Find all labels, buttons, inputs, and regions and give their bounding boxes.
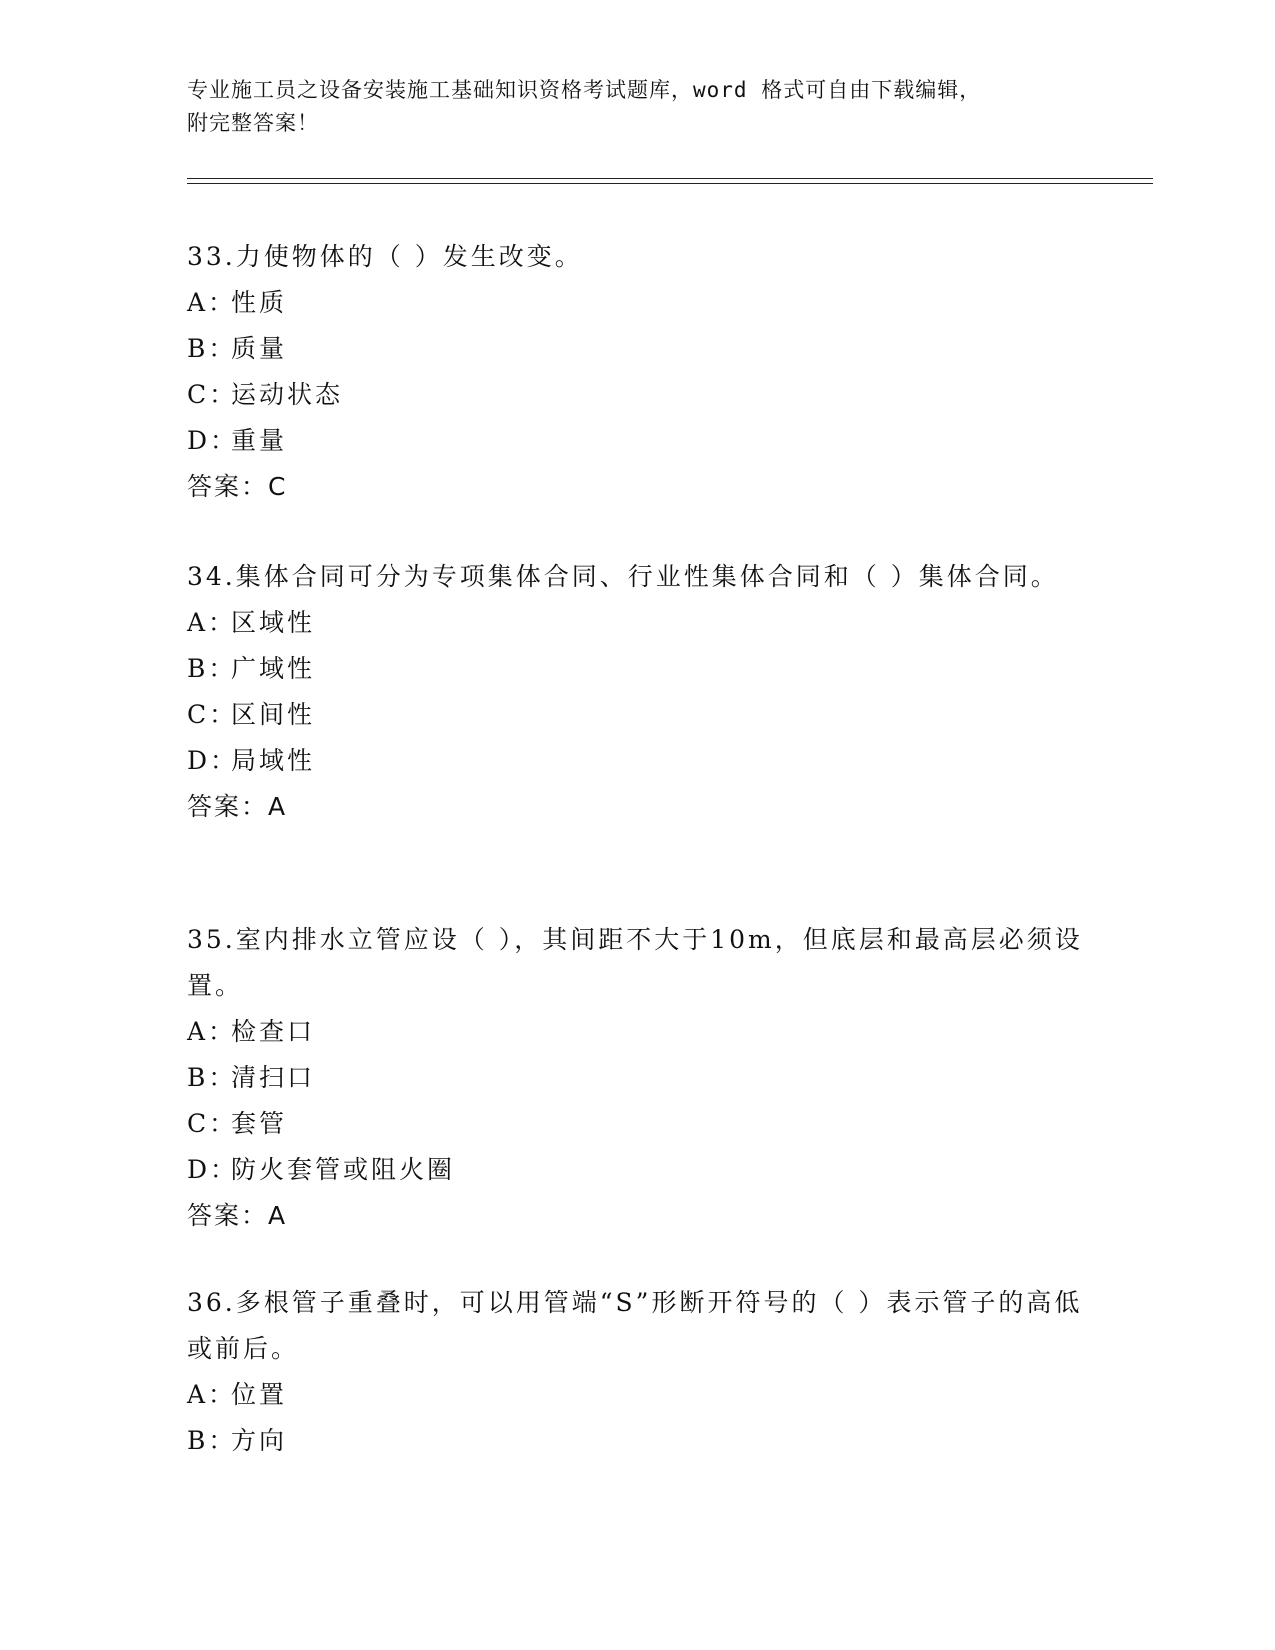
- option-key: B：: [187, 1063, 237, 1092]
- option-text: 防火套管或阻火圈: [231, 1155, 456, 1184]
- option-d: [187, 418, 1087, 464]
- answer-line: 答案：C: [187, 472, 288, 501]
- option-key: B：: [187, 1426, 237, 1455]
- document-header: [187, 74, 1087, 140]
- option-c: [187, 372, 1087, 418]
- option-key: B：: [187, 334, 237, 363]
- header-line-1: 专业施工员之设备安装施工基础知识资格考试题库，word 格式可自由下载编辑，: [187, 78, 982, 102]
- option-c: [187, 1101, 1087, 1147]
- option-text: 方向: [231, 1426, 288, 1455]
- question-text: 35.室内排水立管应设（ ），其间距不大于10m，但底层和最高层必须设置。: [187, 925, 1083, 1000]
- option-text: 区域性: [231, 608, 316, 637]
- option-d: [187, 1147, 1087, 1193]
- option-text: 套管: [231, 1109, 288, 1138]
- option-text: 位置: [231, 1380, 288, 1409]
- option-a: [187, 1009, 1087, 1055]
- option-text: 重量: [231, 426, 288, 455]
- option-text: 广域性: [231, 654, 316, 683]
- option-a: [187, 280, 1087, 326]
- option-key: C：: [187, 1109, 238, 1138]
- option-key: A：: [187, 1017, 237, 1046]
- answer-line: 答案：A: [187, 792, 288, 821]
- option-key: A：: [187, 1380, 237, 1409]
- question-text: 34.集体合同可分为专项集体合同、行业性集体合同和（ ）集体合同。: [187, 562, 1059, 591]
- option-text: 运动状态: [231, 380, 344, 409]
- question-33: [187, 234, 1087, 510]
- option-c: [187, 692, 1087, 738]
- header-divider-top: [187, 178, 1153, 179]
- option-text: 区间性: [231, 700, 316, 729]
- option-b: [187, 326, 1087, 372]
- option-key: B：: [187, 654, 237, 683]
- option-key: C：: [187, 700, 238, 729]
- option-text: 检查口: [231, 1017, 316, 1046]
- option-key: D：: [187, 746, 239, 775]
- option-a: [187, 600, 1087, 646]
- answer-line: 答案：A: [187, 1201, 288, 1230]
- option-key: D：: [187, 1155, 239, 1184]
- option-text: 局域性: [231, 746, 316, 775]
- option-key: A：: [187, 608, 237, 637]
- option-text: 性质: [231, 288, 288, 317]
- question-text: 36.多根管子重叠时，可以用管端“S”形断开符号的（ ）表示管子的高低或前后。: [187, 1288, 1083, 1363]
- option-key: A：: [187, 288, 237, 317]
- question-35: [187, 917, 1087, 1239]
- option-b: [187, 1418, 1087, 1464]
- option-key: C：: [187, 380, 238, 409]
- question-34: [187, 554, 1087, 830]
- option-text: 清扫口: [231, 1063, 316, 1092]
- option-a: [187, 1372, 1087, 1418]
- option-d: [187, 738, 1087, 784]
- header-line-2: 附完整答案！: [187, 111, 319, 135]
- option-text: 质量: [231, 334, 288, 363]
- option-b: [187, 1055, 1087, 1101]
- option-key: D：: [187, 426, 239, 455]
- question-text: 33.力使物体的（ ）发生改变。: [187, 242, 583, 271]
- header-divider-bottom: [187, 183, 1153, 184]
- option-b: [187, 646, 1087, 692]
- question-36: [187, 1280, 1087, 1464]
